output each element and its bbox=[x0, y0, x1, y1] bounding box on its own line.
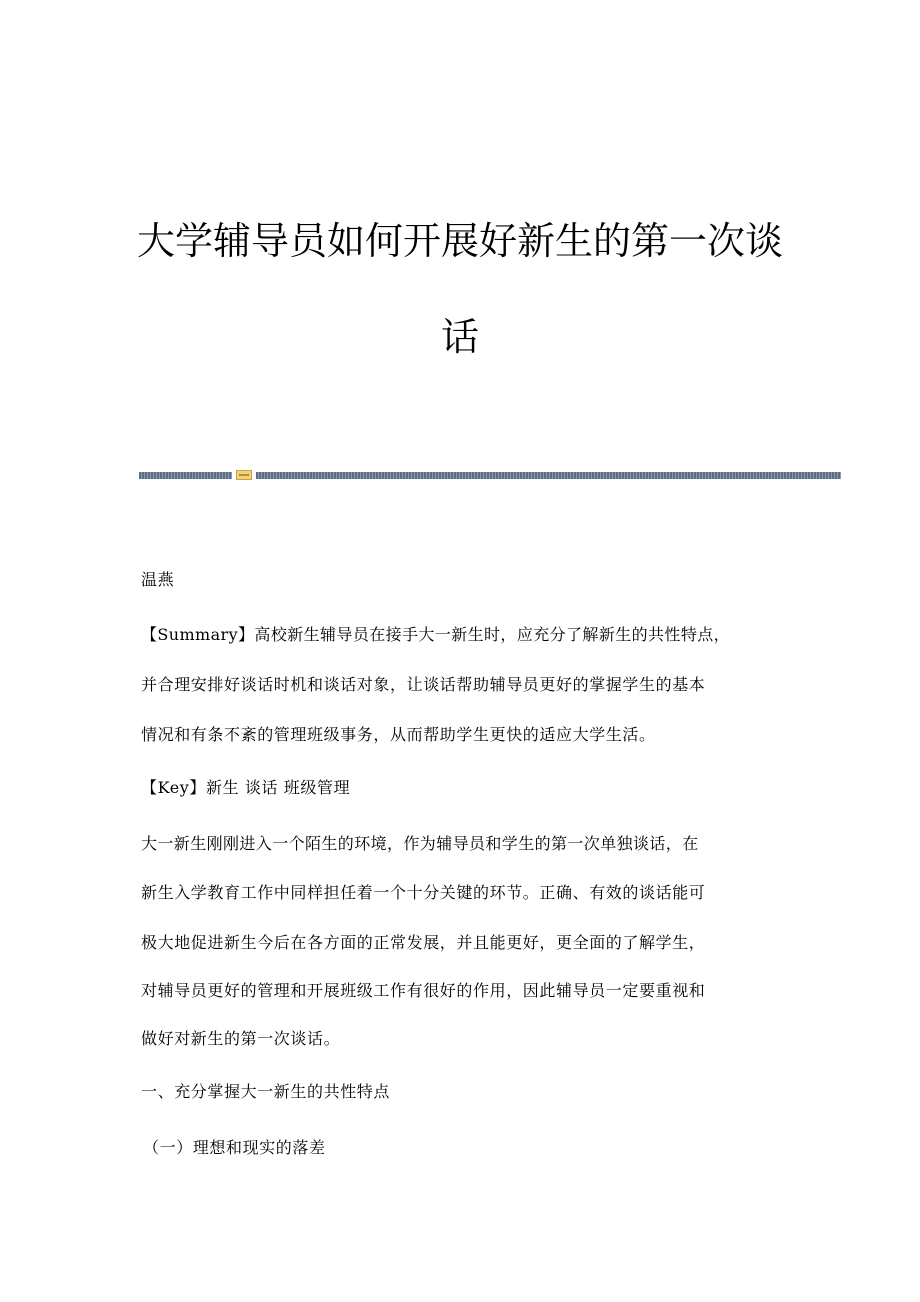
author-name: 温燕 bbox=[141, 570, 175, 589]
body-paragraph-line: 极大地促进新生今后在各方面的正常发展，并且能更好，更全面的了解学生， bbox=[141, 933, 706, 952]
divider-ornament-icon bbox=[236, 470, 252, 480]
summary-line: 并合理安排好谈话时机和谈话对象，让谈话帮助辅导员更好的掌握学生的基本 bbox=[141, 675, 706, 694]
divider-bar-left bbox=[139, 472, 232, 479]
summary-line: 情况和有条不紊的管理班级事务，从而帮助学生更快的适应大学生活。 bbox=[141, 725, 656, 744]
body-paragraph-line: 新生入学教育工作中同样担任着一个十分关键的环节。正确、有效的谈话能可 bbox=[141, 883, 706, 902]
subsection-heading: （一）理想和现实的落差 bbox=[143, 1138, 326, 1157]
body-paragraph-line: 大一新生刚刚进入一个陌生的环境，作为辅导员和学生的第一次单独谈话，在 bbox=[141, 834, 699, 853]
divider-bar-right bbox=[256, 472, 841, 479]
keywords-line: 【Key】新生 谈话 班级管理 bbox=[141, 778, 351, 797]
section-heading: 一、充分掌握大一新生的共性特点 bbox=[141, 1082, 391, 1101]
body-paragraph-line: 对辅导员更好的管理和开展班级工作有很好的作用，因此辅导员一定要重视和 bbox=[141, 981, 706, 1000]
document-title-line-1: 大学辅导员如何开展好新生的第一次谈 bbox=[136, 219, 783, 263]
title-divider bbox=[139, 470, 841, 480]
document-title-line-2: 话 bbox=[440, 315, 479, 359]
body-paragraph-line: 做好对新生的第一次谈话。 bbox=[141, 1029, 341, 1048]
summary-line: 【Summary】高校新生辅导员在接手大一新生时，应充分了解新生的共性特点， bbox=[141, 625, 731, 644]
